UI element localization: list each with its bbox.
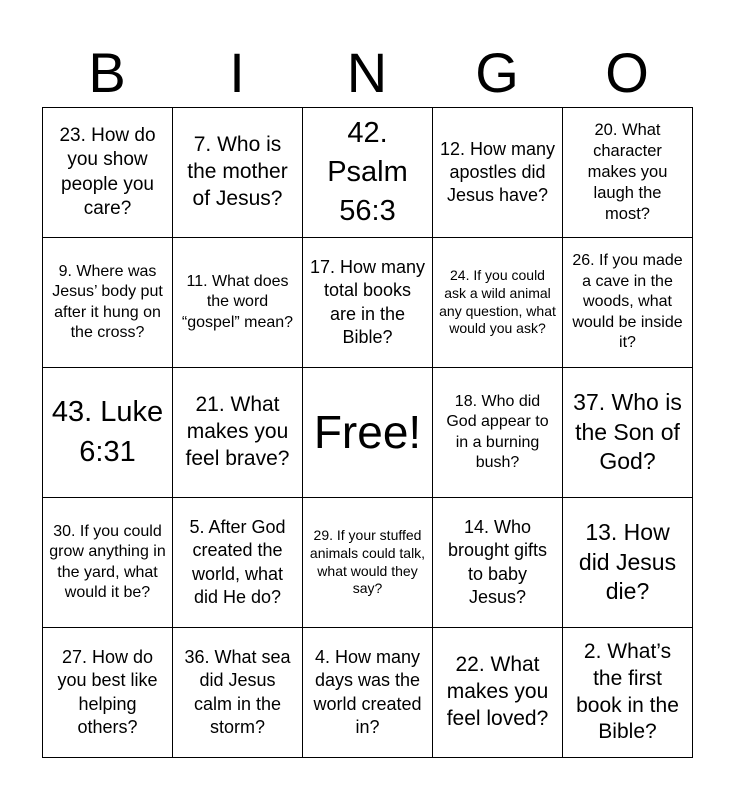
bingo-cell-text: 12. How many apostles did Jesus have? xyxy=(439,138,556,206)
bingo-cell-text: 5. After God created the world, what did He do? xyxy=(189,517,286,607)
header-letter-i: I xyxy=(229,41,245,104)
bingo-cell-r5-c5[interactable] xyxy=(563,628,693,758)
bingo-cell-text: 7. Who is the mother of Jesus? xyxy=(187,133,288,210)
bingo-cell-text: 24. If you could ask a wild animal any question, what would you ask? xyxy=(439,266,556,337)
bingo-cell-text: 13. How did Jesus die? xyxy=(578,519,677,605)
bingo-cell-text: 30. If you could grow anything in the yard, what would it be? xyxy=(49,522,166,601)
header-letter-b: B xyxy=(88,41,126,104)
bingo-cell-text: 18. Who did God appear to in a burning bush? xyxy=(446,392,549,471)
bingo-cell-r4-c2[interactable] xyxy=(173,498,303,628)
bingo-cell-r1-c4[interactable] xyxy=(433,108,563,238)
bingo-cell-r5-c2[interactable] xyxy=(173,628,303,758)
bingo-cell-r1-c5[interactable] xyxy=(563,108,693,238)
bingo-cell-r2-c1[interactable] xyxy=(43,238,173,368)
bingo-cell-r3-c2[interactable] xyxy=(173,368,303,498)
bingo-cell-r1-c1[interactable] xyxy=(43,108,173,238)
bingo-cell-r5-c3[interactable] xyxy=(303,628,433,758)
bingo-cell-text: 2. What’s the first book in the Bible? xyxy=(576,639,679,744)
bingo-cell-text: 14. Who brought gifts to baby Jesus? xyxy=(447,517,548,607)
bingo-cell-r4-c3[interactable] xyxy=(303,498,433,628)
bingo-cell-r4-c1[interactable] xyxy=(43,498,173,628)
bingo-cell-text: 20. What character makes you laugh the most? xyxy=(587,120,668,224)
bingo-cell-r1-c3[interactable] xyxy=(303,108,433,238)
bingo-cell-r1-c2[interactable] xyxy=(173,108,303,238)
free-space-cell[interactable] xyxy=(303,368,433,498)
bingo-cell-r5-c1[interactable] xyxy=(43,628,173,758)
bingo-cell-r3-c4[interactable] xyxy=(433,368,563,498)
header-letter-n: N xyxy=(346,41,388,104)
bingo-cell-r3-c5[interactable] xyxy=(563,368,693,498)
bingo-cell-text: 36. What sea did Jesus calm in the storm? xyxy=(184,647,291,737)
bingo-cell-r2-c2[interactable] xyxy=(173,238,303,368)
bingo-cell-text: 11. What does the word “gospel” mean? xyxy=(181,272,294,331)
bingo-cell-text: 42. Psalm 56:3 xyxy=(327,116,408,228)
bingo-cell-text: 17. How many total books are in the Bible? xyxy=(309,257,426,347)
bingo-cell-text: 21. What makes you feel brave? xyxy=(185,393,290,470)
bingo-cell-r2-c4[interactable] xyxy=(433,238,563,368)
bingo-cell-text: 22. What makes you feel loved? xyxy=(446,653,549,730)
bingo-cell-r3-c1[interactable] xyxy=(43,368,173,498)
free-space-text: Free! xyxy=(313,406,422,459)
bingo-cell-r4-c5[interactable] xyxy=(563,498,693,628)
bingo-cell-text: 4. How many days was the world created in? xyxy=(313,647,422,737)
bingo-grid xyxy=(42,107,693,758)
bingo-cell-text: 43. Luke 6:31 xyxy=(51,396,164,468)
header-letter-o: O xyxy=(605,41,649,104)
bingo-cell-text: 26. If you made a cave in the woods, what would be inside it? xyxy=(572,252,683,352)
bingo-cell-r5-c4[interactable] xyxy=(433,628,563,758)
bingo-cell-text: 23. How do you show people you care? xyxy=(59,124,156,219)
bingo-cell-r4-c4[interactable] xyxy=(433,498,563,628)
bingo-cell-text: 27. How do you best like helping others? xyxy=(57,647,158,737)
bingo-cell-text: 9. Where was Jesus’ body put after it hung on the cross? xyxy=(52,262,163,341)
bingo-cell-r2-c5[interactable] xyxy=(563,238,693,368)
bingo-cell-text: 37. Who is the Son of God? xyxy=(573,389,682,475)
header-letter-g: G xyxy=(475,41,519,104)
bingo-cell-r2-c3[interactable] xyxy=(303,238,433,368)
bingo-header xyxy=(42,38,693,108)
bingo-cell-text: 29. If your stuffed animals could talk, what would they say? xyxy=(309,526,426,597)
